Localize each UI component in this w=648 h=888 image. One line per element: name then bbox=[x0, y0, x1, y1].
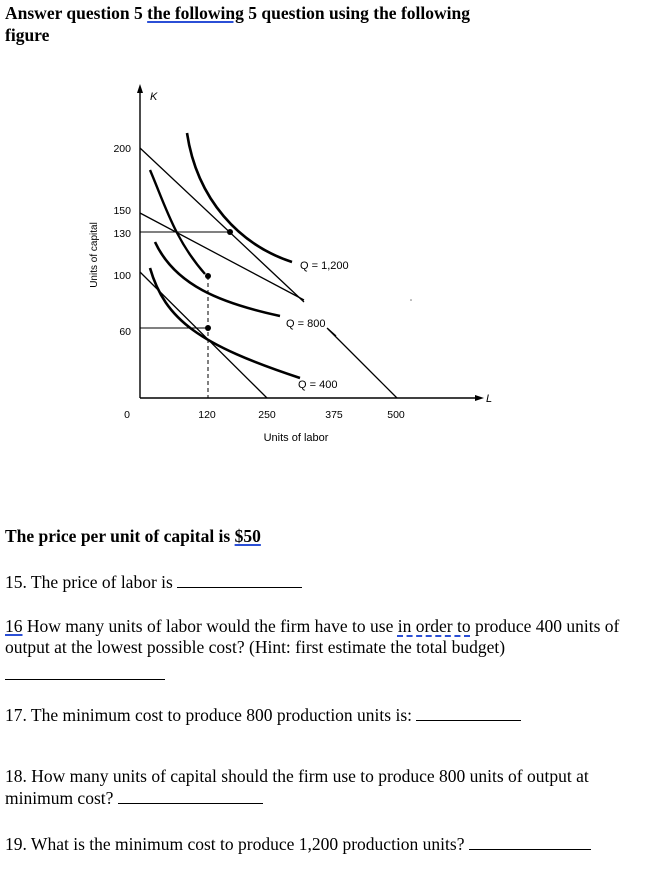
heading-link[interactable]: the following bbox=[147, 3, 244, 23]
isoquant-label-q800: Q = 800 bbox=[286, 318, 326, 330]
answer-blank-19[interactable] bbox=[469, 833, 591, 850]
question-17 bbox=[5, 704, 645, 726]
x-axis-arrow bbox=[475, 395, 484, 401]
stray-dot bbox=[410, 299, 412, 301]
capital-price-link[interactable]: $50 bbox=[234, 526, 261, 546]
question-19 bbox=[5, 833, 645, 855]
question-17-text: 17. The minimum cost to produce 800 production units is: bbox=[5, 705, 417, 725]
capital-price-line bbox=[5, 526, 261, 547]
tangent-point-q400 bbox=[205, 325, 211, 331]
y-axis-letter: K bbox=[150, 91, 158, 103]
isoquant-label-q400: Q = 400 bbox=[298, 379, 338, 391]
isoquant-q400 bbox=[150, 268, 300, 378]
x-axis-letter: L bbox=[486, 393, 493, 405]
y-tick-label: 60 bbox=[119, 326, 131, 338]
y-axis-arrow bbox=[137, 84, 143, 93]
x-tick-label: 120 bbox=[198, 409, 216, 421]
y-tick-label: 100 bbox=[113, 270, 131, 282]
isoquant-q1200 bbox=[187, 133, 292, 262]
y-tick-label: 150 bbox=[113, 205, 131, 217]
question-16-answer-row bbox=[5, 663, 645, 685]
capital-price-text: The price per unit of capital is bbox=[5, 526, 235, 546]
question-16 bbox=[5, 616, 645, 658]
x-tick-label: 500 bbox=[387, 409, 405, 421]
x-tick-label: 0 bbox=[124, 409, 130, 421]
question-16-link[interactable]: in order to bbox=[397, 616, 471, 636]
question-15-text: 15. The price of labor is bbox=[5, 572, 178, 592]
x-tick-label: 375 bbox=[325, 409, 343, 421]
question-16-text-b: produce 400 units of output at the lowest possible cost? (Hint: first estimate the total budget) bbox=[5, 616, 620, 657]
question-15 bbox=[5, 571, 645, 593]
answer-blank-16[interactable] bbox=[5, 663, 165, 680]
question-16-number[interactable]: 16 bbox=[5, 616, 23, 636]
x-tick-label: 250 bbox=[258, 409, 276, 421]
tangent-point-q1200 bbox=[227, 229, 233, 235]
y-tick-label: 130 bbox=[113, 228, 131, 240]
heading-line2: figure bbox=[5, 25, 50, 45]
answer-blank-18[interactable] bbox=[118, 787, 263, 804]
isoquant-label-q1200: Q = 1,200 bbox=[300, 260, 349, 272]
y-axis-title: Units of capital bbox=[89, 222, 100, 288]
isocost-line-3 bbox=[140, 148, 304, 302]
x-axis-title: Units of labor bbox=[263, 432, 329, 444]
y-tick-label: 200 bbox=[113, 143, 131, 155]
answer-blank-15[interactable] bbox=[177, 571, 302, 588]
question-18-text: 18. How many units of capital should the firm use to produce 800 units of output at minimum cost? bbox=[5, 766, 589, 808]
question-19-text: 19. What is the minimum cost to produce 1,200 production units? bbox=[5, 834, 469, 854]
tangent-point-q800 bbox=[205, 273, 211, 279]
question-16-text-a: How many units of labor would the firm have to use bbox=[22, 616, 398, 636]
heading-text-end: 5 question using the following bbox=[243, 3, 470, 23]
heading-text-start: Answer question 5 bbox=[5, 3, 148, 23]
answer-blank-17[interactable] bbox=[416, 704, 521, 721]
isocost-line-3-lower bbox=[328, 329, 397, 398]
question-18 bbox=[5, 766, 645, 809]
